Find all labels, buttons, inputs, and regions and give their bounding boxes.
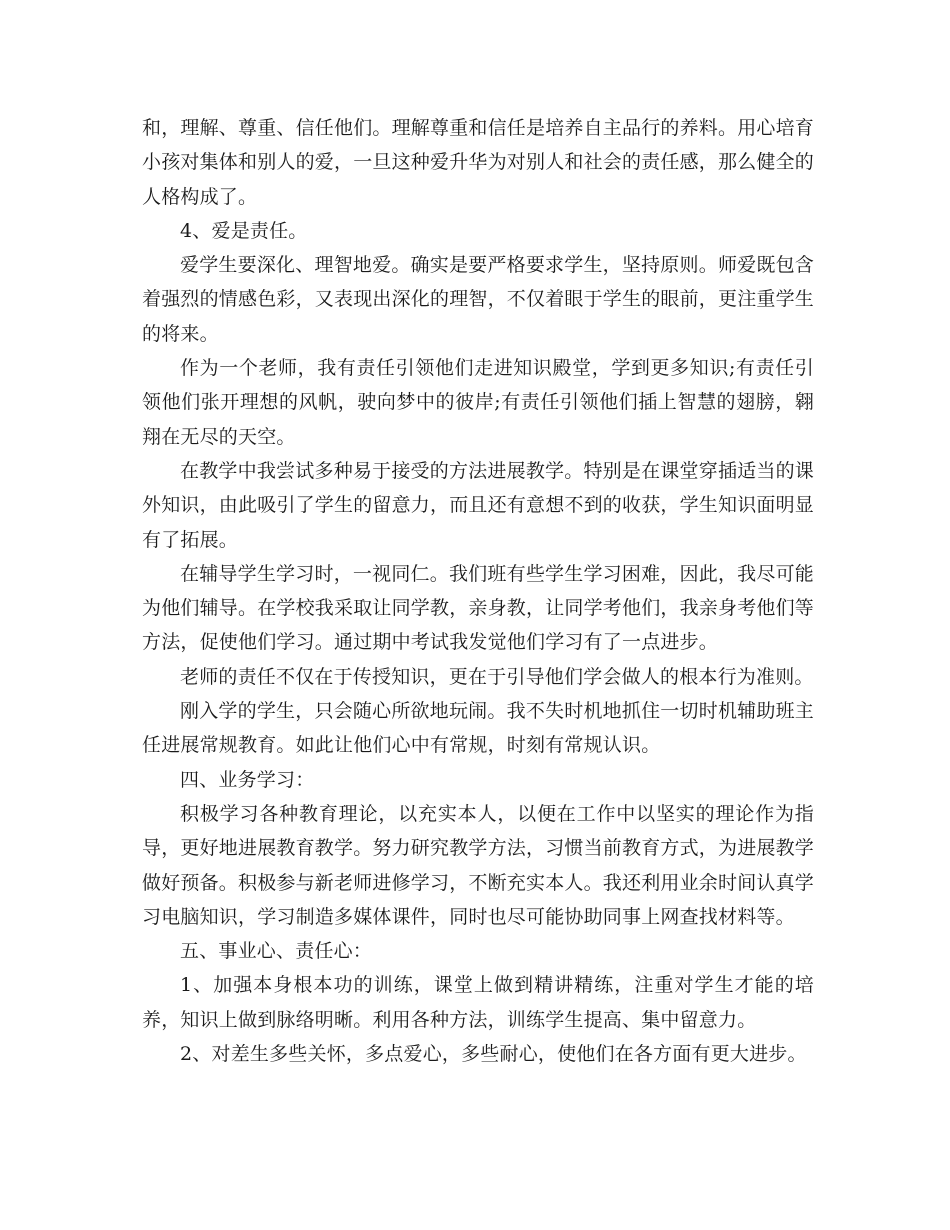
document-body bbox=[142, 111, 814, 1071]
paragraph-2: 4、爱是责任。 bbox=[180, 219, 308, 242]
paragraph-10: 积极学习各种教育理论，以充实本人，以便在工作中以坚实的理论作为指导，更好地进展教育教学。努力研究教学方法，习惯当前教育方式，为进展教学做好预备。积极参与新老师进修学习，不断充实本人。我还利用业余时间认真学习电脑知识，学习制造多媒体课件，同时也尽可能协助同事上网查找材料等。 bbox=[142, 802, 815, 928]
paragraph-4: 作为一个老师，我有责任引领他们走进知识殿堂，学到更多知识;有责任引领他们张开理想的风帆，驶向梦中的彼岸;有责任引领他们插上智慧的翅膀，翱翔在无尽的天空。 bbox=[142, 357, 814, 448]
paragraph-12: 1、加强本身根本功的训练，课堂上做到精讲精练，注重对学生才能的培养，知识上做到脉络明晰。利用各种方法，训练学生提高、集中留意力。 bbox=[142, 974, 814, 1031]
paragraph-6: 在辅导学生学习时，一视同仁。我们班有些学生学习困难，因此，我尽可能为他们辅导。在学校我采取让同学教，亲身教，让同学考他们，我亲身考他们等方法，促使他们学习。通过期中考试我发觉他们学习有了一点进步。 bbox=[142, 562, 815, 654]
paragraph-5: 在教学中我尝试多种易于接受的方法进展教学。特别是在课堂穿插适当的课外知识，由此吸引了学生的留意力，而且还有意想不到的收获，学生知识面明显有了拓展。 bbox=[142, 459, 815, 551]
section-heading-5: 五、事业心、责任心： bbox=[180, 940, 373, 963]
paragraph-8: 刚入学的学生，只会随心所欲地玩闹。我不失时机地抓住一切时机辅助班主任进展常规教育。如此让他们心中有常规，时刻有常规认识。 bbox=[142, 700, 814, 757]
paragraph-13: 2、对差生多些关怀，多点爱心，多些耐心，使他们在各方面有更大进步。 bbox=[180, 1043, 807, 1066]
paragraph-7: 老师的责任不仅在于传授知识，更在于引导他们学会做人的根本行为准则。 bbox=[180, 665, 814, 688]
section-heading-4: 四、业务学习： bbox=[180, 768, 315, 791]
paragraph-1: 和，理解、尊重、信任他们。理解尊重和信任是培养自主品行的养料。用心培育小孩对集体和别人的爱，一旦这种爱升华为对别人和社会的责任感，那么健全的人格构成了。 bbox=[142, 117, 815, 208]
paragraph-3: 爱学生要深化、理智地爱。确实是要严格要求学生，坚持原则。师爱既包含着强烈的情感色彩，又表现出深化的理智，不仅着眼于学生的眼前，更注重学生的将来。 bbox=[142, 254, 815, 345]
